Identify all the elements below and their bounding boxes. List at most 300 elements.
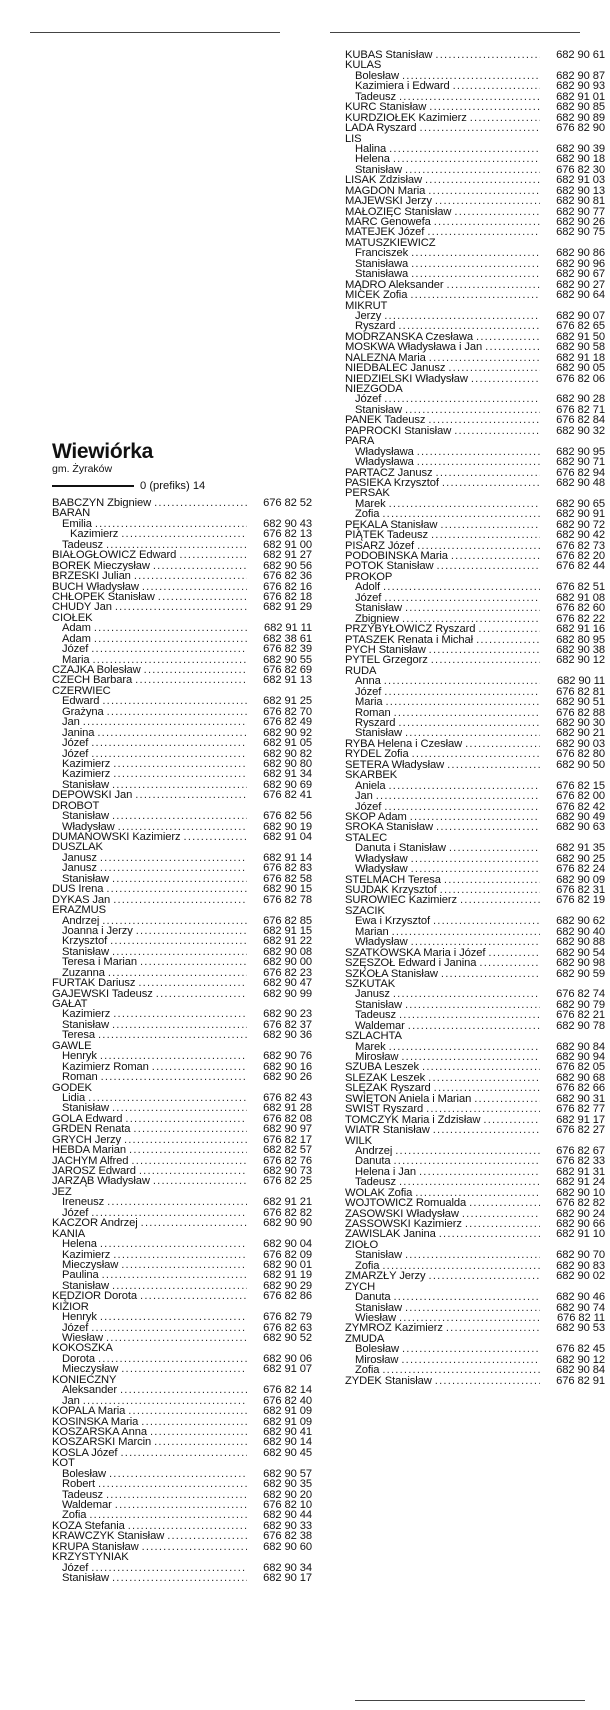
leader-dots bbox=[158, 592, 247, 602]
leader-dots bbox=[100, 1051, 247, 1061]
entry-name: SZLACHTA bbox=[345, 1031, 402, 1042]
entry-phone: 676 82 77 bbox=[556, 1104, 605, 1115]
entry-name: ŻMUDA bbox=[345, 1333, 385, 1345]
entry-phone: 682 90 17 bbox=[263, 1573, 312, 1584]
directory-entry bbox=[345, 603, 605, 613]
entry-name: Tadeusz bbox=[62, 1489, 103, 1500]
leader-dots bbox=[384, 593, 540, 603]
entry-phone: 676 82 39 bbox=[263, 644, 312, 655]
directory-entry bbox=[345, 1042, 605, 1052]
entry-name: KOSZARSKI Marcin bbox=[52, 1437, 152, 1448]
directory-entry bbox=[52, 1145, 312, 1155]
entry-phone: 676 82 56 bbox=[263, 811, 312, 822]
entry-name: GAŁAT bbox=[52, 999, 88, 1010]
surname-heading bbox=[52, 686, 312, 696]
entry-name: SKOP Adam bbox=[345, 811, 407, 823]
entry-phone: 682 90 84 bbox=[556, 1365, 605, 1376]
entry-phone: 676 82 43 bbox=[263, 1092, 312, 1104]
entry-phone: 676 82 33 bbox=[556, 1156, 605, 1167]
entry-name: Stanisława bbox=[355, 258, 409, 270]
entry-phone: 676 82 76 bbox=[263, 1155, 312, 1166]
entry-name: KIZIOR bbox=[52, 1301, 89, 1313]
leader-dots bbox=[138, 978, 247, 988]
leader-dots bbox=[401, 1355, 540, 1365]
leader-dots bbox=[426, 1104, 540, 1114]
directory-entry bbox=[345, 207, 605, 217]
entry-name: Roman bbox=[355, 707, 391, 718]
leader-dots bbox=[393, 154, 540, 164]
entry-name: ŚWIĘTOŃ Aniela i Marian bbox=[345, 1093, 472, 1105]
leader-dots bbox=[411, 854, 540, 864]
leader-dots bbox=[376, 791, 540, 801]
entry-phone: 682 90 26 bbox=[263, 1072, 312, 1083]
leader-dots bbox=[439, 1229, 540, 1239]
entry-phone: 676 82 91 bbox=[556, 1375, 605, 1386]
entry-phone: 682 90 46 bbox=[556, 1292, 605, 1303]
directory-entry bbox=[52, 1406, 312, 1416]
leader-dots bbox=[442, 478, 540, 488]
entry-phone: 676 82 38 bbox=[263, 1531, 312, 1542]
entry-name: Janusz bbox=[355, 989, 390, 1000]
entry-name: Mirosław bbox=[355, 1354, 399, 1366]
leader-dots bbox=[395, 1146, 540, 1156]
directory-entry bbox=[345, 1010, 605, 1020]
entry-phone: 682 90 03 bbox=[556, 738, 605, 750]
entry-name: RYBA Helena i Czesław bbox=[345, 738, 463, 750]
directory-entry bbox=[345, 958, 605, 968]
entry-name: KUBAS Stanisław bbox=[345, 50, 433, 61]
leader-dots bbox=[417, 447, 540, 457]
leader-dots bbox=[98, 1354, 247, 1364]
directory-entry bbox=[52, 1364, 312, 1374]
leader-dots bbox=[435, 50, 540, 60]
entry-name: Adam bbox=[62, 633, 91, 645]
directory-entry bbox=[52, 665, 312, 675]
leader-dots bbox=[429, 1271, 540, 1281]
entry-name: KACZOR Andrzej bbox=[52, 1218, 138, 1229]
directory-entry bbox=[345, 875, 605, 885]
entry-phone: 682 90 12 bbox=[556, 1354, 605, 1366]
entry-name: DUŚ Irena bbox=[52, 884, 104, 895]
entry-phone: 676 82 52 bbox=[263, 498, 312, 509]
leader-dots bbox=[417, 457, 540, 467]
entry-phone: 676 82 73 bbox=[556, 540, 605, 551]
leader-dots bbox=[141, 1417, 247, 1427]
directory-entry bbox=[52, 769, 312, 779]
directory-entry bbox=[345, 280, 605, 290]
directory-entry bbox=[52, 1573, 312, 1583]
leader-dots bbox=[100, 853, 247, 863]
entry-name: SZUBA Leszek bbox=[345, 1062, 420, 1073]
entry-phone: 682 90 83 bbox=[556, 1260, 605, 1272]
entry-name: CIOŁEK bbox=[52, 612, 93, 624]
surname-heading bbox=[52, 1375, 312, 1385]
entry-phone: 682 90 09 bbox=[556, 874, 605, 885]
leader-dots bbox=[153, 1176, 247, 1186]
entry-name: Adolf bbox=[355, 582, 380, 593]
surname-heading bbox=[345, 1031, 605, 1041]
entry-phone: 676 82 58 bbox=[263, 873, 312, 885]
entry-name: TOMCZYK Maria i Zdzisław bbox=[345, 1114, 481, 1126]
directory-entry bbox=[345, 969, 605, 979]
entry-name: PTASZEK Renata i Michał bbox=[345, 634, 474, 645]
directory-entry bbox=[345, 687, 605, 697]
entry-phone: 676 82 81 bbox=[556, 686, 605, 698]
entry-phone: 682 90 24 bbox=[556, 1208, 605, 1219]
entry-name: KULAS bbox=[345, 60, 382, 71]
entry-phone: 676 82 27 bbox=[556, 1125, 605, 1136]
entry-phone: 682 90 54 bbox=[556, 947, 605, 959]
directory-entry bbox=[345, 760, 605, 770]
leader-dots bbox=[92, 655, 247, 665]
directory-entry bbox=[345, 989, 605, 999]
entry-name: POTOK Stanisław bbox=[345, 561, 434, 572]
entry-phone: 676 82 45 bbox=[556, 1344, 605, 1355]
entry-phone: 676 82 83 bbox=[263, 863, 312, 874]
entry-name: Stanisław bbox=[355, 1302, 402, 1313]
entry-name: Dorota bbox=[62, 1353, 95, 1365]
entry-phone: 682 90 01 bbox=[263, 1259, 312, 1271]
entry-name: Maria bbox=[62, 654, 90, 665]
entry-name: KOŚLA Józef bbox=[52, 1447, 118, 1459]
directory-entry bbox=[52, 895, 312, 905]
entry-phone: 682 90 40 bbox=[556, 926, 605, 938]
directory-entry bbox=[52, 550, 312, 560]
entry-phone: 682 90 21 bbox=[556, 728, 605, 739]
entry-name: SROKA Stanisław bbox=[345, 822, 434, 833]
entry-name: Stanisław bbox=[62, 811, 109, 822]
entry-phone: 676 82 00 bbox=[556, 791, 605, 802]
entry-name: SZĘSZOŁ Edward i Janina bbox=[345, 958, 477, 969]
leader-dots bbox=[106, 1333, 247, 1343]
entry-name: KOSIŃSKA Maria bbox=[52, 1416, 139, 1427]
prefix-line bbox=[52, 479, 312, 493]
entry-name: MAŁOZIĘĆ Stanisław bbox=[345, 206, 452, 217]
directory-entry bbox=[345, 165, 605, 175]
prefix-bar bbox=[52, 485, 134, 487]
directory-entry bbox=[52, 1521, 312, 1531]
leader-dots bbox=[384, 687, 540, 697]
entry-name: KRZYSTYNIAK bbox=[52, 1552, 129, 1563]
directory-entry bbox=[345, 1376, 605, 1386]
entry-phone: 682 90 85 bbox=[556, 102, 605, 113]
entry-name: Janina bbox=[62, 727, 95, 739]
entry-name: ZIOŁO bbox=[345, 1239, 379, 1251]
leader-dots bbox=[106, 540, 247, 550]
directory-entry bbox=[52, 1009, 312, 1019]
entry-name: Józef bbox=[62, 1207, 89, 1219]
entry-name: Andrzej bbox=[62, 915, 100, 926]
entry-name: NIEDZIELSKI Władysław bbox=[345, 373, 468, 384]
leader-dots bbox=[382, 1365, 540, 1375]
directory-entry bbox=[345, 1209, 605, 1219]
entry-name: GODEK bbox=[52, 1082, 92, 1093]
leader-dots bbox=[440, 520, 540, 530]
leader-dots bbox=[385, 697, 540, 707]
entry-name: JARZĄB Władysław bbox=[52, 1176, 150, 1187]
directory-entry bbox=[345, 895, 605, 905]
leader-dots bbox=[100, 863, 247, 873]
entry-phone: 676 82 82 bbox=[556, 1198, 605, 1209]
entry-phone: 676 82 15 bbox=[556, 780, 605, 792]
entry-phone: 682 90 23 bbox=[263, 1009, 312, 1020]
leader-dots bbox=[141, 1218, 247, 1228]
directory-entry bbox=[52, 540, 312, 550]
entry-name: Waldemar bbox=[355, 1020, 405, 1032]
surname-heading bbox=[345, 301, 605, 311]
leader-dots bbox=[405, 1250, 540, 1260]
leader-dots bbox=[447, 760, 540, 770]
surname-heading bbox=[345, 134, 605, 144]
entry-phone: 682 90 42 bbox=[556, 530, 605, 541]
entry-name: RUDA bbox=[345, 665, 377, 677]
leader-dots bbox=[100, 1239, 247, 1249]
entry-phone: 676 82 40 bbox=[263, 1395, 312, 1407]
entry-phone: 682 80 95 bbox=[556, 634, 605, 645]
entry-phone: 676 82 25 bbox=[263, 1176, 312, 1187]
entry-phone: 682 38 61 bbox=[263, 633, 312, 645]
surname-heading bbox=[52, 999, 312, 1009]
entry-name: SKARBEK bbox=[345, 770, 398, 781]
entry-name: KOT bbox=[52, 1458, 75, 1469]
directory-entry bbox=[345, 530, 605, 540]
entry-name: SZATKOWSKA Maria i Józef bbox=[345, 947, 486, 959]
entry-phone: 682 90 33 bbox=[263, 1520, 312, 1532]
entry-phone: 682 90 30 bbox=[556, 718, 605, 729]
leader-dots bbox=[113, 1250, 247, 1260]
directory-entry bbox=[345, 1292, 605, 1302]
leader-dots bbox=[94, 634, 247, 644]
entry-name: LIS bbox=[345, 133, 362, 144]
directory-entry bbox=[52, 1490, 312, 1500]
entry-name: Henryk bbox=[62, 1312, 97, 1323]
leader-dots bbox=[393, 1292, 540, 1302]
entry-phone: 682 90 95 bbox=[556, 446, 605, 458]
directory-entry bbox=[52, 634, 312, 644]
entry-name: Zofia bbox=[62, 1510, 87, 1521]
entry-phone: 682 90 58 bbox=[556, 342, 605, 353]
entry-name: MATUSZKIEWICZ bbox=[345, 237, 436, 249]
directory-entry bbox=[52, 1166, 312, 1176]
entry-phone: 676 82 86 bbox=[263, 1291, 312, 1302]
entry-name: Danuta bbox=[355, 1156, 391, 1167]
leader-dots bbox=[112, 1281, 247, 1291]
entry-name: ŚLEZAK Leszek bbox=[345, 1072, 426, 1084]
entry-phone: 682 91 16 bbox=[556, 624, 605, 635]
directory-entry bbox=[345, 123, 605, 133]
directory-entry bbox=[52, 1062, 312, 1072]
directory-entry bbox=[52, 863, 312, 873]
entry-name: Józef bbox=[355, 686, 382, 698]
leader-dots bbox=[434, 1083, 540, 1093]
entry-name: MĄDRO Aleksander bbox=[345, 279, 444, 291]
entry-phone: 682 90 06 bbox=[263, 1353, 312, 1365]
leader-dots bbox=[131, 1156, 247, 1166]
entry-name: Helena i Jan bbox=[355, 1166, 416, 1178]
entry-name: ZAWIŚLAK Janina bbox=[345, 1229, 436, 1240]
entry-name: SUJDAK Krzysztof bbox=[345, 885, 437, 896]
directory-entry bbox=[345, 311, 605, 321]
leader-dots bbox=[471, 374, 540, 384]
entry-name: RYDEL Zofia bbox=[345, 749, 409, 760]
surname-heading bbox=[345, 1334, 605, 1344]
leader-dots bbox=[488, 948, 540, 958]
directory-entry bbox=[345, 1073, 605, 1083]
directory-entry bbox=[345, 1094, 605, 1104]
leader-dots bbox=[448, 363, 540, 373]
leader-dots bbox=[441, 969, 540, 979]
entry-phone: 682 90 02 bbox=[556, 1271, 605, 1282]
entry-name: DYKAS Jan bbox=[52, 894, 111, 906]
entry-name: Roman bbox=[62, 1072, 98, 1083]
leader-dots bbox=[91, 644, 247, 654]
directory-entry bbox=[345, 749, 605, 759]
entry-name: Krzysztof bbox=[62, 936, 108, 947]
entry-phone: 682 90 50 bbox=[556, 759, 605, 771]
leader-dots bbox=[427, 227, 540, 237]
entry-name: GRYCH Jerzy bbox=[52, 1134, 121, 1146]
leader-dots bbox=[428, 415, 540, 425]
entry-phone: 676 82 63 bbox=[263, 1322, 312, 1333]
leader-dots bbox=[389, 1042, 540, 1052]
directory-entry bbox=[52, 1270, 312, 1280]
entry-name: Józef bbox=[355, 592, 382, 604]
entry-name: Władysław bbox=[355, 853, 408, 865]
directory-entry bbox=[345, 499, 605, 509]
directory-entry bbox=[345, 175, 605, 185]
directory-entry bbox=[345, 405, 605, 415]
entry-phone: 682 90 20 bbox=[263, 1489, 312, 1500]
directory-entry bbox=[345, 551, 605, 561]
entry-name: LADA Ryszard bbox=[345, 123, 417, 134]
leader-dots bbox=[128, 1406, 247, 1416]
entry-name: KĘDZIOR Dorota bbox=[52, 1291, 138, 1302]
directory-entry bbox=[52, 529, 312, 539]
entry-phone: 682 90 74 bbox=[556, 1302, 605, 1313]
leader-dots bbox=[91, 1323, 247, 1333]
directory-entry bbox=[52, 947, 312, 957]
leader-dots bbox=[115, 602, 247, 612]
directory-entry bbox=[345, 186, 605, 196]
directory-entry bbox=[52, 853, 312, 863]
entry-name: Aniela bbox=[355, 780, 386, 792]
directory-entry bbox=[345, 655, 605, 665]
entry-phone: 682 90 78 bbox=[556, 1020, 605, 1032]
entry-name: Stanisław bbox=[355, 999, 402, 1011]
leader-dots bbox=[91, 749, 247, 759]
entry-phone: 682 90 41 bbox=[263, 1426, 312, 1438]
entry-phone: 682 90 26 bbox=[556, 217, 605, 228]
leader-dots bbox=[483, 1115, 540, 1125]
entry-name: MODRZAŃSKA Czesława bbox=[345, 331, 474, 343]
entry-name: MICEK Zofia bbox=[345, 290, 408, 301]
entry-phone: 682 90 15 bbox=[263, 884, 312, 895]
leader-dots bbox=[382, 1261, 540, 1271]
entry-name: Teresa bbox=[62, 1030, 95, 1041]
surname-heading bbox=[52, 1458, 312, 1468]
entry-name: SUROWIEC Kazimierz bbox=[345, 895, 457, 906]
leader-dots bbox=[135, 790, 247, 800]
directory-entry bbox=[52, 1135, 312, 1145]
leader-dots bbox=[435, 196, 540, 206]
leader-dots bbox=[139, 1166, 247, 1176]
entry-phone: 682 90 87 bbox=[556, 70, 605, 82]
directory-entry bbox=[345, 1250, 605, 1260]
entry-name: MAGDOŃ Maria bbox=[345, 185, 426, 197]
entry-phone: 682 90 59 bbox=[556, 968, 605, 979]
leader-dots bbox=[102, 696, 247, 706]
entry-name: WILK bbox=[345, 1135, 372, 1146]
entry-phone: 682 90 71 bbox=[556, 457, 605, 468]
directory-entry bbox=[345, 1083, 605, 1093]
entry-phone: 676 82 82 bbox=[263, 1207, 312, 1219]
directory-entry bbox=[345, 708, 605, 718]
entry-phone: 676 82 13 bbox=[263, 529, 312, 540]
directory-entry bbox=[52, 1124, 312, 1134]
directory-entry bbox=[52, 1417, 312, 1427]
entry-phone: 682 90 93 bbox=[556, 81, 605, 92]
entry-phone: 682 90 92 bbox=[263, 727, 312, 739]
entry-phone: 682 90 13 bbox=[556, 185, 605, 197]
entry-phone: 682 90 82 bbox=[263, 748, 312, 759]
entry-name: SZKUTAK bbox=[345, 978, 396, 990]
entry-phone: 682 90 27 bbox=[556, 279, 605, 291]
surname-heading bbox=[52, 613, 312, 623]
directory-entry bbox=[52, 1114, 312, 1124]
entry-phone: 682 91 21 bbox=[263, 1197, 312, 1208]
leader-dots bbox=[405, 728, 540, 738]
entry-phone: 676 82 06 bbox=[556, 373, 605, 384]
surname-heading bbox=[52, 801, 312, 811]
entry-name: FURTAK Dariusz bbox=[52, 978, 136, 989]
directory-entry bbox=[52, 728, 312, 738]
leader-dots bbox=[112, 1103, 247, 1113]
entry-name: Edward bbox=[62, 696, 100, 707]
leader-dots bbox=[107, 707, 247, 717]
directory-entry bbox=[345, 718, 605, 728]
entry-name: DROBOT bbox=[52, 800, 100, 812]
directory-entry bbox=[345, 154, 605, 164]
directory-entry bbox=[345, 269, 605, 279]
leader-dots bbox=[402, 71, 540, 81]
entry-phone: 682 90 28 bbox=[556, 394, 605, 405]
entry-name: ZYCH bbox=[345, 1281, 376, 1293]
entry-phone: 682 90 75 bbox=[556, 227, 605, 238]
entry-phone: 682 91 19 bbox=[263, 1270, 312, 1281]
entry-phone: 682 90 32 bbox=[556, 425, 605, 437]
leader-dots bbox=[125, 1114, 247, 1124]
directory-entry bbox=[52, 1051, 312, 1061]
entry-name: Stanisław bbox=[355, 404, 402, 416]
entry-phone: 682 90 12 bbox=[556, 655, 605, 666]
directory-entry bbox=[52, 602, 312, 612]
entry-phone: 682 90 44 bbox=[263, 1510, 312, 1521]
directory-entry bbox=[52, 822, 312, 832]
surname-heading bbox=[52, 1041, 312, 1051]
entry-phone: 676 82 37 bbox=[263, 1019, 312, 1031]
entry-name: Józef bbox=[355, 394, 382, 405]
leader-dots bbox=[184, 832, 247, 842]
surname-heading bbox=[52, 1229, 312, 1239]
leader-dots bbox=[422, 1062, 540, 1072]
leader-dots bbox=[485, 342, 540, 352]
entry-name: BRZESKI Julian bbox=[52, 571, 131, 582]
directory-entry bbox=[345, 697, 605, 707]
entry-phone: 682 90 52 bbox=[263, 1333, 312, 1344]
leader-dots bbox=[154, 498, 247, 508]
entry-phone: 676 82 49 bbox=[263, 717, 312, 728]
entry-name: Kazimiera i Edward bbox=[355, 81, 450, 92]
